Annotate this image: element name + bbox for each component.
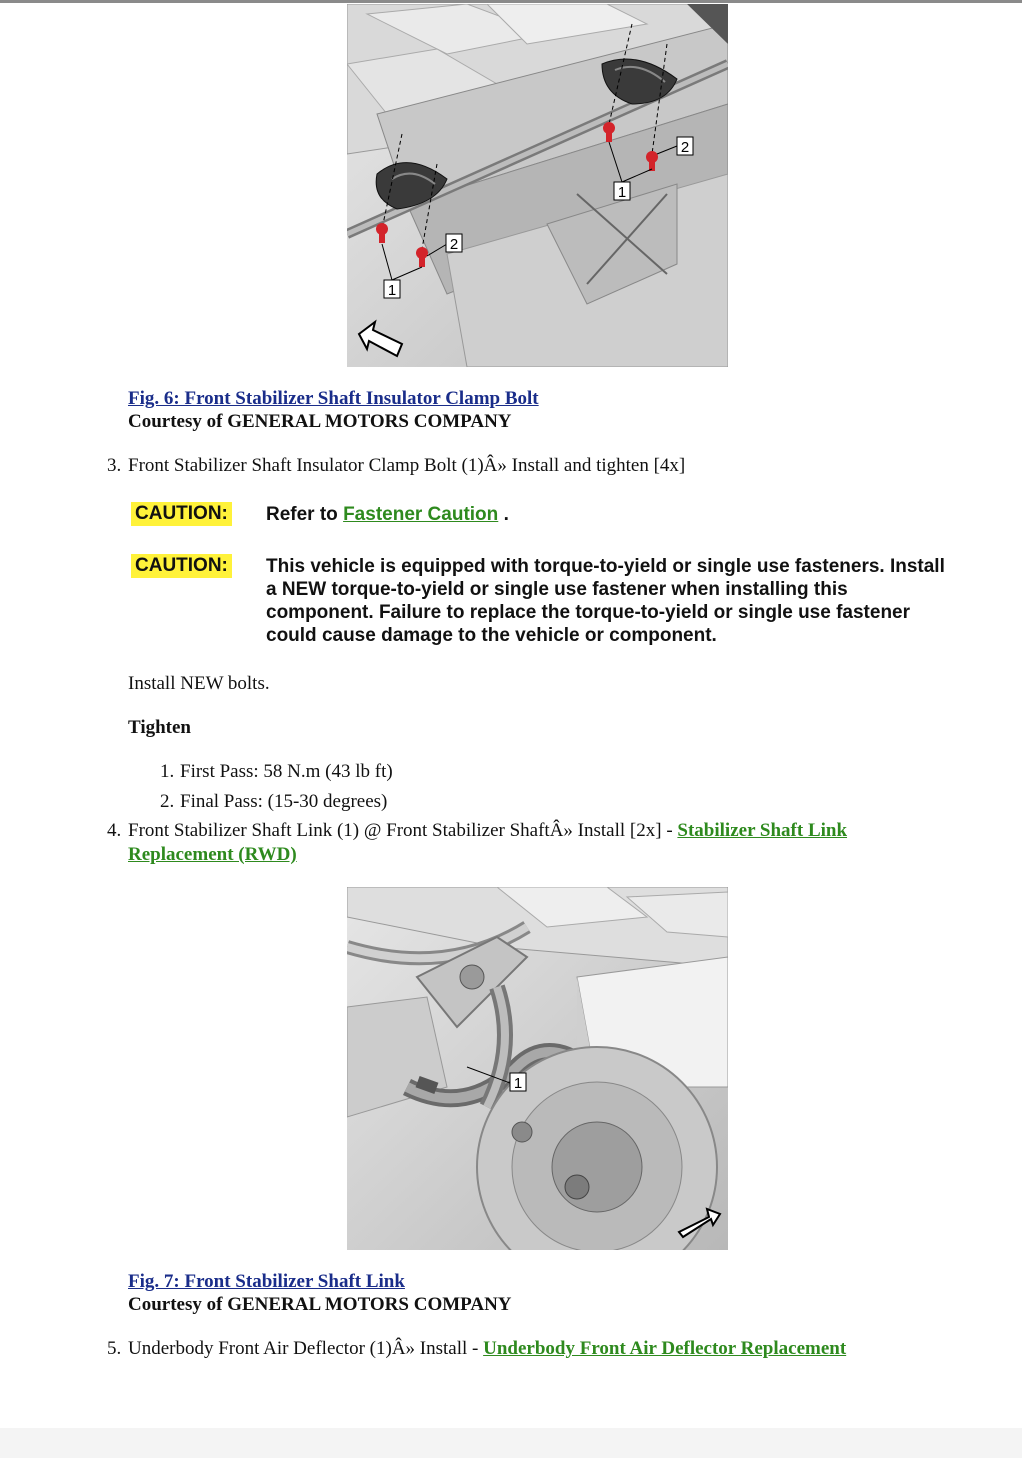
step-3-number: 3. bbox=[107, 455, 122, 476]
figure-6-illustration bbox=[347, 4, 728, 367]
step-5-body: Underbody Front Air Deflector (1)Â» Install - bbox=[128, 1338, 479, 1359]
fig6-callout-2b: 2 bbox=[680, 139, 690, 156]
step-4-link-line2-wrap bbox=[128, 843, 297, 867]
caution-2-label: CAUTION: bbox=[131, 554, 232, 578]
caution-2-text: This vehicle is equipped with torque-to-yield or single use fasteners. Install a NEW torque-to-yield or single use fastener when installing this component. Failure to replace the torque-to-yield or single use fastener could cause damage to the vehicle or component. bbox=[266, 556, 945, 646]
step-5-number: 5. bbox=[107, 1338, 122, 1359]
step-4-text bbox=[128, 819, 928, 843]
tighten-pass-2-text: Final Pass: (15-30 degrees) bbox=[180, 791, 388, 812]
stabilizer-shaft-link-replacement-link[interactable]: Stabilizer Shaft Link bbox=[677, 820, 848, 841]
caution-1-label: CAUTION: bbox=[131, 502, 232, 526]
fig6-callout-1b: 1 bbox=[617, 184, 627, 201]
figure-6-caption bbox=[128, 387, 539, 433]
tighten-pass-2-number: 2. bbox=[160, 791, 175, 812]
tighten-pass-1-number: 1. bbox=[160, 761, 175, 782]
install-note: Install NEW bolts. bbox=[128, 673, 270, 694]
figure-7-caption bbox=[128, 1270, 512, 1316]
fig7-callout-1: 1 bbox=[513, 1075, 523, 1092]
figure-6-courtesy: Courtesy of GENERAL MOTORS COMPANY bbox=[128, 411, 512, 432]
fig6-callout-2a: 2 bbox=[449, 236, 459, 253]
fastener-caution-link[interactable]: Fastener Caution bbox=[343, 504, 499, 525]
fig6-callout-1a: 1 bbox=[387, 282, 397, 299]
caution-1-suffix: . bbox=[503, 504, 509, 525]
step-3-text: Front Stabilizer Shaft Insulator Clamp Bolt (1)Â» Install and tighten [4x] bbox=[128, 455, 686, 476]
figure-6-caption-link[interactable]: Fig. 6: Front Stabilizer Shaft Insulator Clamp Bolt bbox=[128, 388, 539, 409]
tighten-heading: Tighten bbox=[128, 717, 192, 738]
underbody-air-deflector-replacement-link[interactable]: Underbody Front Air Deflector Replacement bbox=[483, 1338, 847, 1359]
step-5-text bbox=[128, 1337, 928, 1361]
step-4-number: 4. bbox=[107, 820, 122, 841]
step-4-body: Front Stabilizer Shaft Link (1) @ Front Stabilizer ShaftÂ» Install [2x] - bbox=[128, 820, 673, 841]
tighten-pass-1-text: First Pass: 58 N.m (43 lb ft) bbox=[180, 761, 393, 782]
figure-7-courtesy: Courtesy of GENERAL MOTORS COMPANY bbox=[128, 1294, 512, 1315]
caution-1-text bbox=[266, 503, 966, 526]
top-border bbox=[0, 0, 1022, 3]
stabilizer-shaft-link-replacement-link-2[interactable]: Replacement (RWD) bbox=[128, 844, 297, 865]
figure-7-caption-link[interactable]: Fig. 7: Front Stabilizer Shaft Link bbox=[128, 1271, 405, 1292]
figure-7-illustration bbox=[347, 887, 728, 1250]
bottom-gutter bbox=[0, 1428, 1022, 1458]
caution-1-prefix: Refer to bbox=[266, 504, 338, 525]
